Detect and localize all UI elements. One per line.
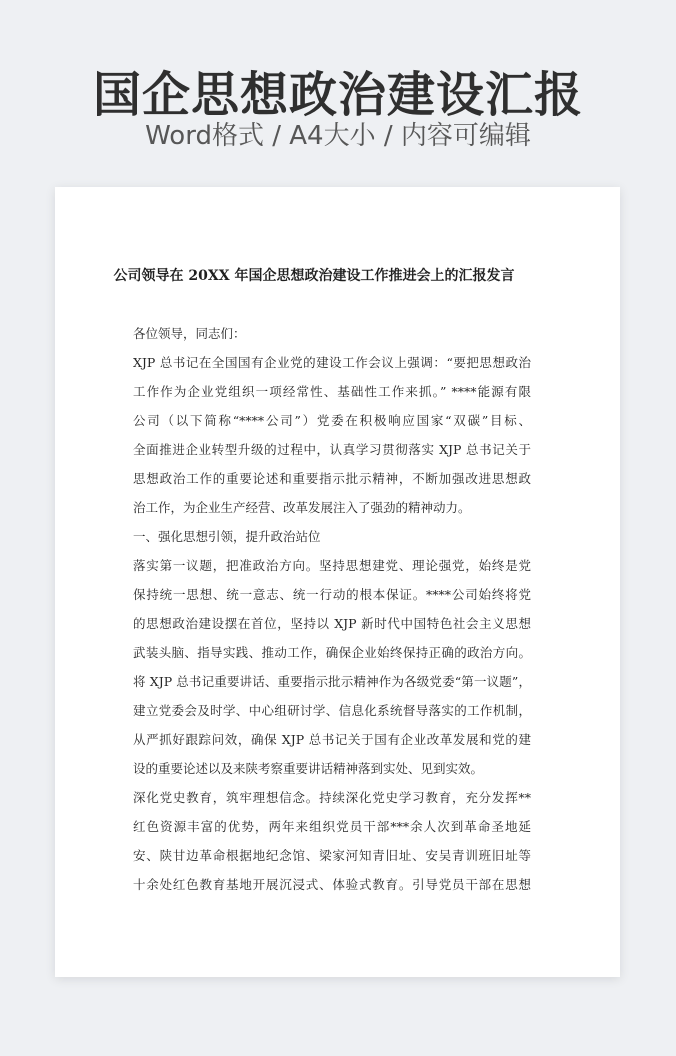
paragraph-line: 保持统一思想、统一意志、统一行动的根本保证。****公司始终将党 (133, 587, 531, 602)
paragraph-line: 公司（以下简称“****公司”）党委在积极响应国家“双碳”目标、 (133, 413, 531, 428)
paragraph-line: 将 XJP 总书记重要讲话、重要指示批示精神作为各级党委“第一议题”， (133, 674, 531, 689)
paragraph-line: 的思想政治建设摆在首位，坚持以 XJP 新时代中国特色社会主义思想 (133, 616, 531, 631)
banner-subtitle: Word格式 / A4大小 / 内容可编辑 (145, 121, 531, 151)
paragraph-line: 十余处红色教育基地开展沉浸式、体验式教育。引导党员干部在思想 (133, 877, 531, 892)
paragraph-line: 工作作为企业党组织一项经常性、基础性工作来抓。” ****能源有限 (133, 384, 531, 399)
paragraph-line: XJP 总书记在全国国有企业党的建设工作会议上强调：“要把思想政治 (133, 355, 531, 370)
paragraph-line: 深化党史教育，筑牢理想信念。持续深化党史学习教育，充分发挥** (133, 790, 531, 805)
document-title: 公司领导在 20XX 年国企思想政治建设工作推进会上的汇报发言 (113, 268, 515, 284)
document-body (133, 319, 531, 899)
salutation-line: 各位领导，同志们： (133, 326, 246, 341)
paragraph-line: 治工作，为企业生产经营、改革发展注入了强劲的精神动力。 (133, 500, 471, 515)
paragraph-line: 落实第一议题，把准政治方向。坚持思想建党、理论强党，始终是党 (133, 558, 531, 573)
paragraph-line: 武装头脑、指导实践、推动工作，确保企业始终保持正确的政治方向。 (133, 645, 531, 660)
section-heading: 一、强化思想引领，提升政治站位 (133, 529, 321, 544)
paragraph-line: 全面推进企业转型升级的过程中，认真学习贯彻落实 XJP 总书记关于 (133, 442, 531, 457)
paragraph-line: 从严抓好跟踪问效，确保 XJP 总书记关于国有企业改革发展和党的建 (133, 732, 531, 747)
paragraph-line: 安、陕甘边革命根据地纪念馆、梁家河知青旧址、安吴青训班旧址等 (133, 848, 531, 863)
paragraph-line: 红色资源丰富的优势，两年来组织党员干部***余人次到革命圣地延 (133, 819, 531, 834)
paragraph-line: 设的重要论述以及来陕考察重要讲话精神落到实处、见到实效。 (133, 761, 484, 776)
banner-title: 国企思想政治建设汇报 (92, 67, 583, 123)
paragraph-line: 思想政治工作的重要论述和重要指示批示精神，不断加强改进思想政 (133, 471, 531, 486)
paragraph-line: 建立党委会及时学、中心组研讨学、信息化系统督导落实的工作机制， (133, 703, 531, 718)
